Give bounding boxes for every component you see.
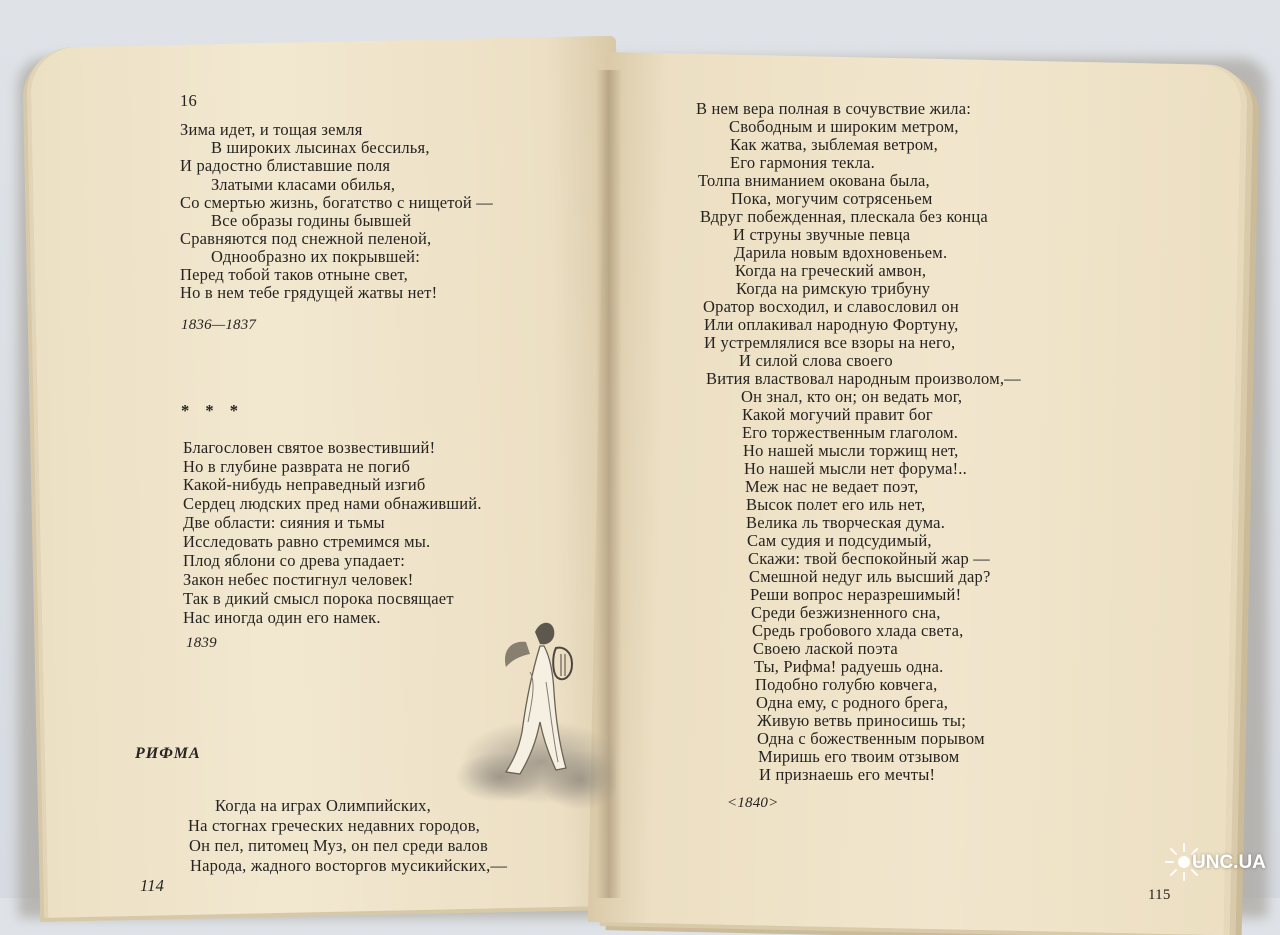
- poem1-line: И радостно блиставшие поля: [180, 156, 391, 175]
- right-line: Дарила новым вдохновеньем.: [734, 243, 948, 262]
- right-line: Высок полет его иль нет,: [746, 495, 926, 514]
- right-line: Свободным и широким метром,: [729, 117, 959, 136]
- right-line: Велика ль творческая дума.: [746, 513, 946, 532]
- poem3-line: Когда на играх Олимпийских,: [215, 796, 431, 815]
- poem2-line: Благословен святое возвестивший!: [183, 438, 436, 457]
- right-line: Как жатва, зыблемая ветром,: [730, 135, 939, 154]
- right-line: Но нашей мысли торжищ нет,: [743, 441, 959, 460]
- poem2-line: Плод яблони со древа упадает:: [183, 551, 406, 570]
- right-page-number: 115: [1148, 887, 1171, 903]
- right-line: Толпа вниманием окована была,: [698, 171, 930, 190]
- right-line: Сам судия и подсудимый,: [747, 531, 932, 550]
- muse-with-lyre-on-cloud-icon: [440, 612, 616, 827]
- poem1-line: Сравняются под снежной пеленой,: [180, 229, 432, 248]
- poem2-line: Сердец людских пред нами обнаживший.: [183, 494, 482, 513]
- poem2-line: Исследовать равно стремимся мы.: [183, 532, 431, 551]
- right-line: Одна с божественным порывом: [757, 729, 985, 748]
- poem2-line: Но в глубине разврата не погиб: [183, 457, 411, 476]
- right-line: Живую ветвь приносишь ты;: [757, 711, 967, 730]
- right-line: Меж нас не ведает поэт,: [745, 477, 919, 496]
- left-page-number: 114: [140, 876, 165, 895]
- right-line: Он знал, кто он; он ведать мог,: [741, 387, 963, 406]
- poem2-date: 1839: [186, 635, 217, 651]
- right-line: Ты, Рифма! радуешь одна.: [754, 657, 944, 676]
- right-line: Какой могучий правит бог: [742, 405, 933, 424]
- poem1-date: 1836—1837: [181, 317, 257, 333]
- right-line: Когда на греческий амвон,: [735, 261, 927, 280]
- right-line: Среди безжизненного сна,: [751, 603, 941, 622]
- poem3-title: РИФМА: [135, 745, 201, 762]
- right-line: Но нашей мысли нет форума!..: [744, 459, 967, 478]
- section-stars: * * *: [181, 401, 244, 420]
- right-line: Когда на римскую трибуну: [736, 279, 931, 298]
- right-line: В нем вера полная в сочувствие жила:: [696, 99, 972, 118]
- watermark-text: UNC.UA: [1192, 852, 1266, 873]
- right-line: Своею лаской поэта: [753, 639, 898, 658]
- poem2-line: Две области: сияния и тьмы: [183, 513, 385, 532]
- poem1-line: Все образы годины бывшей: [211, 211, 412, 230]
- right-date: <1840>: [727, 795, 779, 811]
- right-line: Вдруг побежденная, плескала без конца: [700, 207, 988, 226]
- right-line: Скажи: твой беспокойный жар —: [748, 549, 990, 568]
- poem1-line: Златыми класами обилья,: [211, 175, 396, 194]
- right-line: Подобно голубю ковчега,: [755, 675, 938, 694]
- right-line: И признаешь его мечты!: [759, 765, 936, 784]
- left-running-head: 16: [180, 91, 197, 110]
- right-line: И струны звучные певца: [733, 225, 911, 244]
- poem2-line: Так в дикий смысл порока посвящает: [183, 589, 454, 608]
- right-line: Пока, могучим сотрясеньем: [731, 189, 933, 208]
- poem2-line: Нас иногда один его намек.: [183, 608, 381, 627]
- poem1-line: Зима идет, и тощая земля: [180, 120, 363, 139]
- right-line: Реши вопрос неразрешимый!: [750, 585, 962, 604]
- right-line: Средь гробового хлада света,: [752, 621, 964, 640]
- poem3-line: Он пел, питомец Муз, он пел среди валов: [189, 836, 488, 855]
- poem3-line: Народа, жадного восторгов мусикийских,—: [190, 856, 508, 875]
- poem2-line: Закон небес постигнул человек!: [183, 570, 414, 589]
- right-line: И устремлялися все взоры на него,: [704, 333, 956, 352]
- right-line: И силой слова своего: [739, 351, 893, 370]
- poem1-line: Перед тобой таков отныне свет,: [180, 265, 408, 284]
- poem2-line: Какой-нибудь неправедный изгиб: [183, 475, 426, 494]
- right-line: Его гармония текла.: [730, 153, 876, 172]
- poem1-line: Но в нем тебе грядущей жатвы нет!: [180, 283, 438, 302]
- right-line: Смешной недуг иль высший дар?: [749, 567, 991, 586]
- right-line: Оратор восходил, и славословил он: [703, 297, 959, 316]
- right-line: Или оплакивал народную Фортуну,: [704, 315, 959, 334]
- poem1-line: Однообразно их покрывшей:: [211, 247, 420, 266]
- poem1-line: В широких лысинах бессилья,: [211, 138, 430, 157]
- right-line: Вития властвовал народным произволом,—: [706, 369, 1021, 388]
- poem1-line: Со смертью жизнь, богатство с нищетой —: [180, 193, 493, 212]
- right-line: Одна ему, с родного брега,: [756, 693, 949, 712]
- poem3-line: На стогнах греческих недавних городов,: [188, 816, 481, 835]
- right-line: Миришь его твоим отзывом: [758, 747, 960, 766]
- right-line: Его торжественным глаголом.: [742, 423, 959, 442]
